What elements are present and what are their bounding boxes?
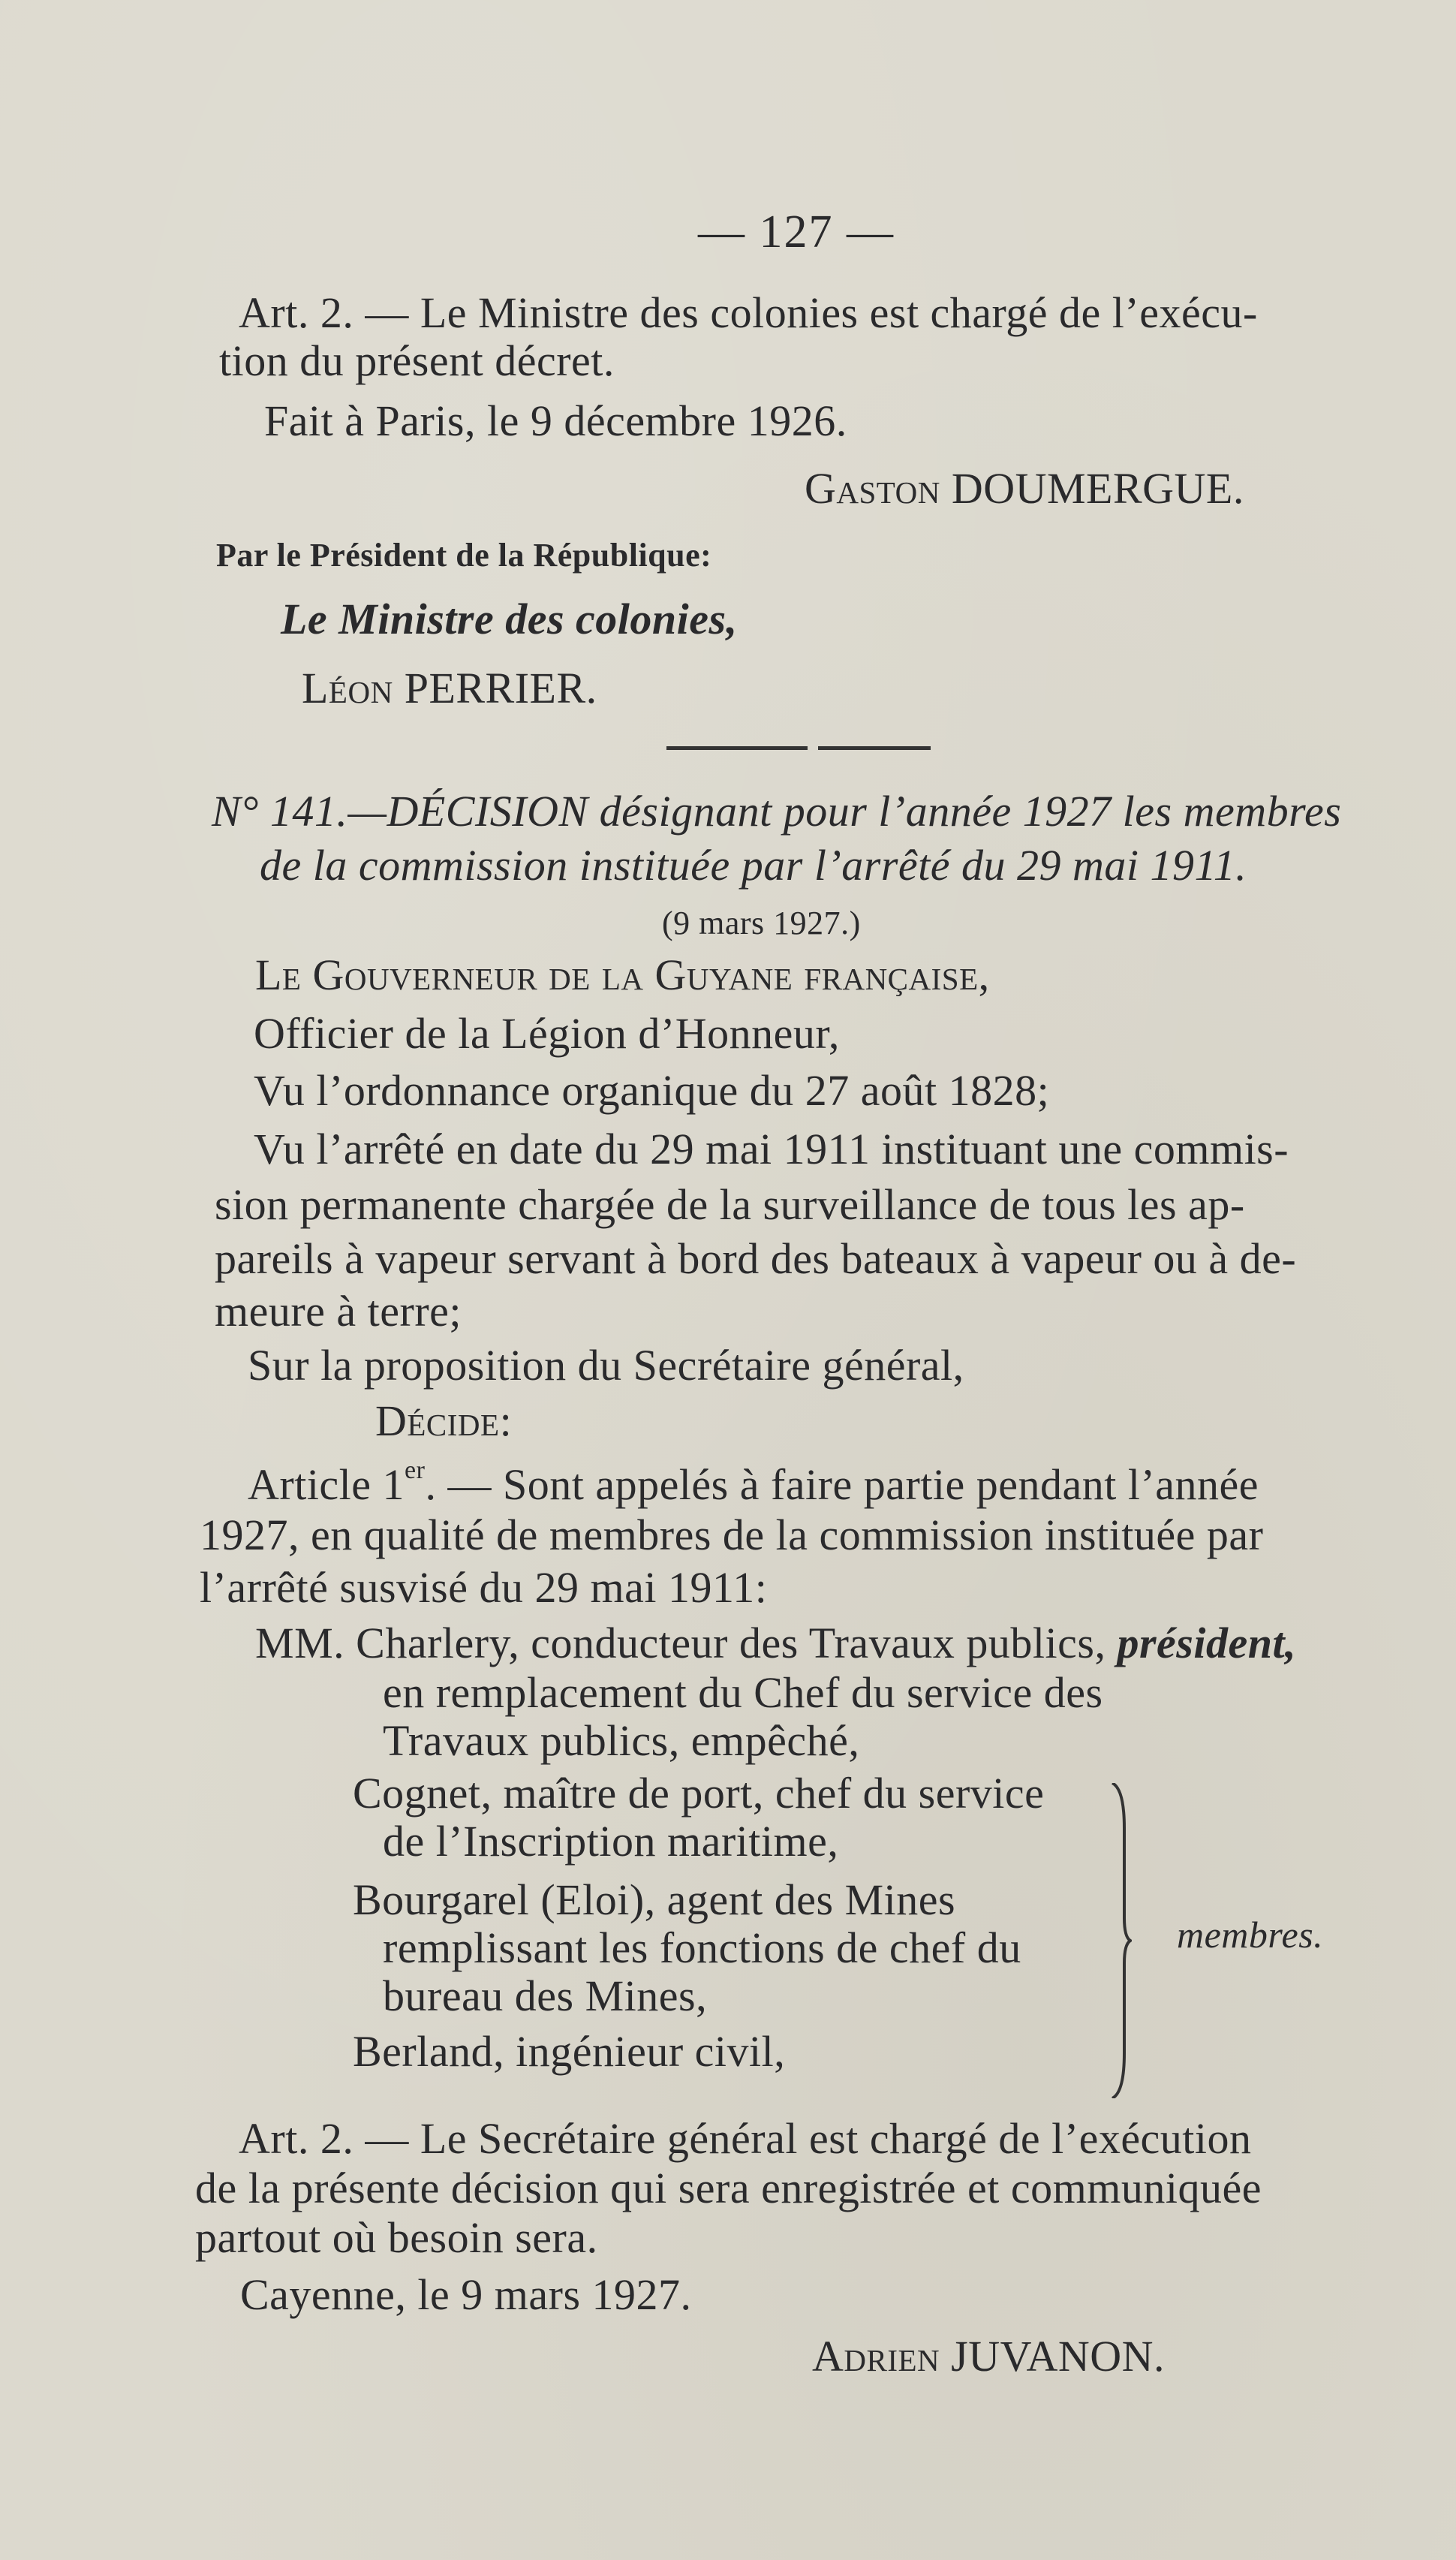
article1-line: 1927, en qualité de membres de la commission instituée par [200,1510,1264,1559]
decision-date: (9 mars 1927.) [662,905,861,941]
president-text: MM. Charlery, conducteur des Travaux publics, [255,1619,1106,1667]
decision-gouverneur: Le Gouverneur de la Guyane française, [255,950,990,999]
prev-ministre: Le Ministre des colonies, [281,595,738,643]
members-label: membres. [1177,1914,1324,1956]
member-line: remplissant les fonctions de chef du [383,1923,1021,1972]
members-brace [1109,1783,1132,2098]
decision-signature: Adrien JUVANON. [812,2332,1166,2381]
article1-line: l’arrêté susvisé du 29 mai 1911: [200,1563,768,1612]
prev-par: Par le Président de la République: [216,537,712,574]
member-line: Berland, ingénieur civil, [353,2027,786,2076]
separator-rule-right [818,746,931,750]
article1-label: Article 1 [248,1460,405,1509]
member-line: Bourgarel (Eloi), agent des Mines [353,1875,956,1924]
decision-heading-line1: N° 141.—DÉCISION désignant pour l’année 1927 les membres [212,787,1342,836]
president-line: Travaux publics, empêché, [383,1716,860,1765]
art2-line: de la présente décision qui sera enregistrée et communiquée [195,2164,1262,2212]
art2-line: Art. 2. — Le Secrétaire général est chargé de l’exécution [239,2114,1252,2163]
article1-line1 [248,1458,1259,1507]
decision-vu1: Vu l’ordonnance organique du 27 août 1828; [254,1066,1050,1115]
decision-vu2-line: meure à terre; [215,1287,462,1336]
article1-text: . — Sont appelés à faire partie pendant l’année [425,1460,1259,1509]
member-line: de l’Inscription maritime, [383,1817,839,1866]
decision-decide: Décide: [375,1396,513,1445]
president-line: en remplacement du Chef du service des [383,1668,1103,1717]
page-number: — 127 — [698,206,895,258]
decision-vu2-line: sion permanente chargée de la surveillance de tous les ap- [215,1180,1245,1229]
decision-officier: Officier de la Légion d’Honneur, [254,1009,840,1058]
decision-vu2-line: pareils à vapeur servant à bord des bateaux à vapeur ou à de- [215,1234,1297,1283]
president-line1 [255,1619,1297,1667]
decision-cayenne: Cayenne, le 9 mars 1927. [240,2270,692,2319]
article1-sup: er [405,1456,426,1484]
art2-line: partout où besoin sera. [195,2213,598,2262]
prev-art2-line2: tion du présent décret. [219,336,615,385]
prev-signature: Gaston DOUMERGUE. [805,464,1244,513]
decision-vu2-line: Vu l’arrêté en date du 29 mai 1911 instituant une commis- [254,1125,1289,1173]
member-line: bureau des Mines, [383,1971,708,2020]
member-line: Cognet, maître de port, chef du service [353,1769,1045,1818]
prev-ministre-name: Léon PERRIER. [302,664,597,712]
decision-heading-line2: de la commission instituée par l’arrêté du 29 mai 1911. [260,841,1247,890]
president-role: président, [1117,1619,1297,1667]
prev-art2-line1: Art. 2. — Le Ministre des colonies est chargé de l’exécu- [239,288,1258,337]
separator-rule-left [666,746,808,750]
decision-sur: Sur la proposition du Secrétaire général, [248,1341,964,1390]
prev-fait: Fait à Paris, le 9 décembre 1926. [264,396,847,445]
